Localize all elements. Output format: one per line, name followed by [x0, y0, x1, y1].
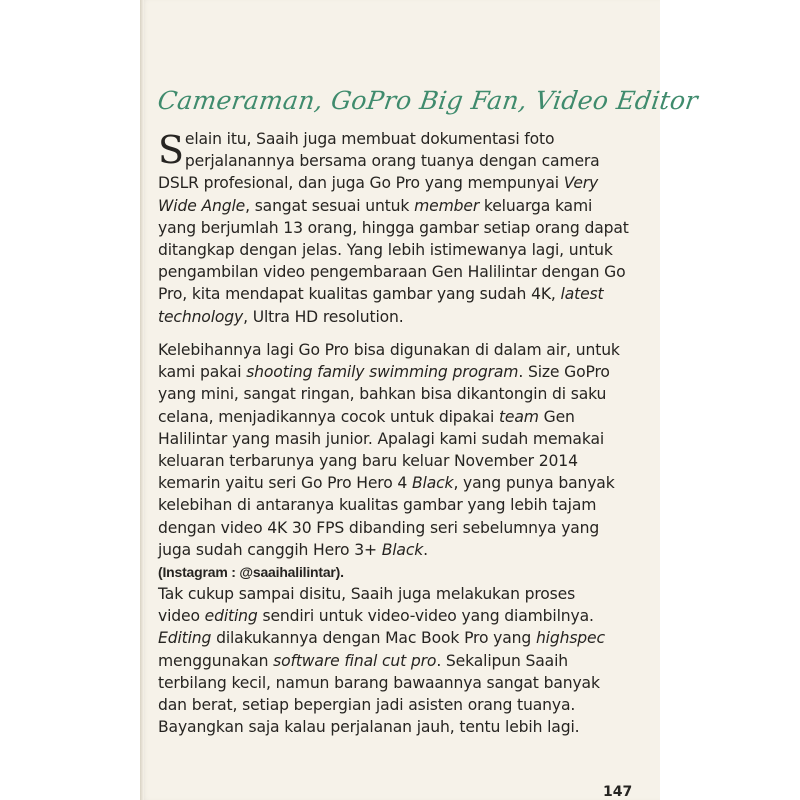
text-line: kemarin yaitu seri Go Pro Hero 4 Black, yang punya banyak	[158, 474, 615, 493]
text-line: Halilintar yang masih junior. Apalagi kami sudah memakai	[158, 429, 605, 448]
text-line: kelebihan di antaranya kualitas gambar yang lebih tajam	[158, 496, 597, 515]
text-line: Editing dilakukannya dengan Mac Book Pro yang highspec	[158, 629, 605, 648]
text-line: terbilang kecil, namun barang bawaannya sangat banyak	[158, 673, 600, 692]
text-line: keluaran terbarunya yang baru keluar November 2014	[158, 452, 578, 471]
text-line: technology, Ultra HD resolution.	[158, 307, 404, 326]
text-line: yang mini, sangat ringan, bahkan bisa dikantongin di saku	[158, 385, 607, 404]
text-line: dan berat, setiap bepergian jadi asisten orang tuanya.	[158, 696, 576, 715]
text-line: ditangkap dengan jelas. Yang lebih istimewanya lagi, untuk	[158, 241, 613, 260]
text-line: Kelebihannya lagi Go Pro bisa digunakan di dalam air, untuk	[158, 341, 620, 359]
text-line: juga sudah canggih Hero 3+ Black.	[158, 540, 428, 559]
text-line: Bayangkan saja kalau perjalanan jauh, tentu lebih lagi.	[158, 718, 580, 737]
text-line: video editing sendiri untuk video-video yang diambilnya.	[158, 607, 594, 626]
page-gutter-shadow	[140, 0, 144, 800]
text-line: Tak cukup sampai disitu, Saaih juga melakukan proses	[158, 585, 576, 603]
paragraph-1	[158, 128, 636, 328]
text-line: menggunakan software final cut pro. Sekalipun Saaih	[158, 651, 568, 670]
text-line: yang berjumlah 13 orang, hingga gambar setiap orang dapat	[158, 218, 629, 237]
text-line: dengan video 4K 30 FPS dibanding seri sebelumnya yang	[158, 518, 600, 537]
page-number: 147	[603, 784, 633, 800]
section-heading: Cameraman, GoPro Big Fan, Video Editor	[155, 86, 700, 115]
text-line: Pro, kita mendapat kualitas gambar yang sudah 4K, latest	[158, 285, 604, 304]
text-line: pengambilan video pengembaraan Gen Halilintar dengan Go	[158, 263, 626, 282]
text-line: perjalanannya bersama orang tuanya dengan camera	[184, 152, 600, 171]
text-line: DSLR profesional, dan juga Go Pro yang mempunyai Very	[158, 174, 599, 193]
text-line: Wide Angle, sangat sesuai untuk member keluarga kami	[158, 196, 593, 215]
paragraph-2	[158, 339, 636, 583]
drop-cap: S	[158, 128, 184, 172]
text-line: elain itu, Saaih juga membuat dokumentasi foto	[184, 130, 555, 148]
text-line: kami pakai shooting family swimming program. Size GoPro	[158, 363, 610, 382]
paragraph-3	[158, 583, 636, 738]
instagram-credit: (Instagram : @saaihalilintar).	[158, 564, 344, 581]
text-line: celana, menjadikannya cocok untuk dipakai team Gen	[158, 407, 575, 426]
